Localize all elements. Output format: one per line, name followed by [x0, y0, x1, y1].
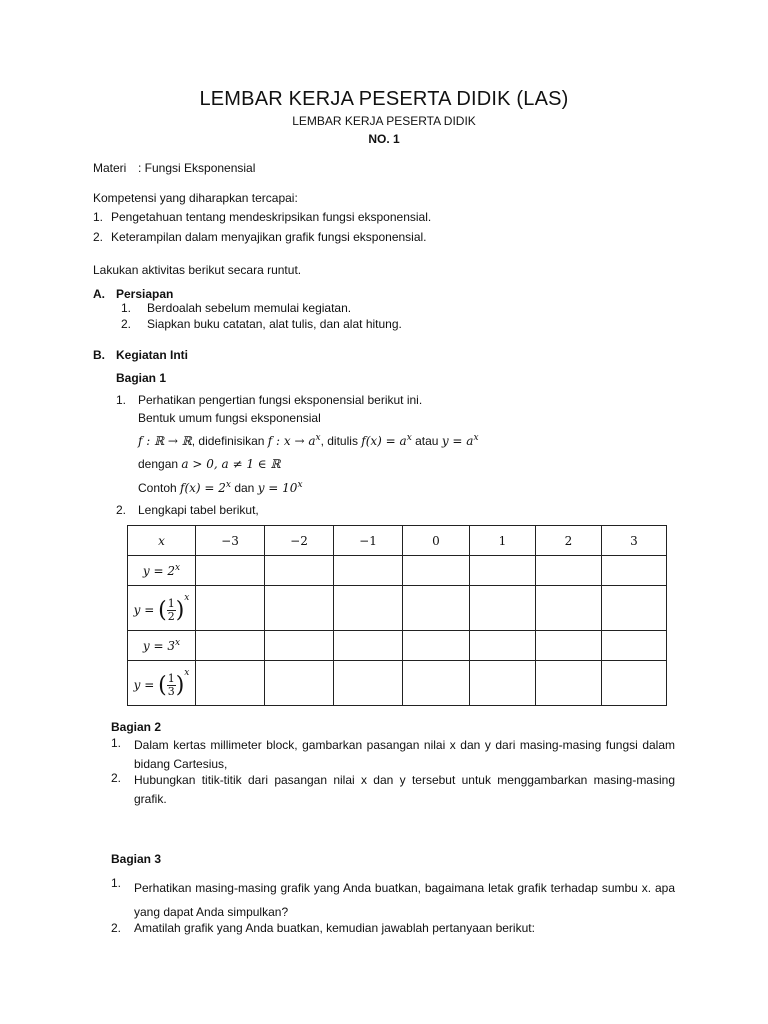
bagian1-item-text: Lengkapi tabel berikut,	[138, 503, 259, 517]
table-row	[128, 631, 667, 661]
example-line	[138, 480, 303, 495]
table-row	[128, 556, 667, 586]
kompetensi-item: Pengetahuan tentang mendeskripsikan fungsi eksponensial.	[111, 210, 432, 224]
math-mapping: f : $x \to a^x$	[267, 433, 321, 448]
table-cell-empty[interactable]	[265, 661, 334, 706]
table-cell-empty[interactable]	[470, 661, 536, 706]
example-label: Contoh	[138, 481, 181, 495]
table-cell-empty[interactable]	[265, 556, 334, 586]
bagian3-item-num: 1.	[111, 876, 122, 890]
page-title: LEMBAR KERJA PESERTA DIDIK (LAS)	[199, 88, 569, 110]
table-header-cell: 0	[403, 526, 470, 556]
row-function-label: y = ( $\frac{1}{2}$ )$^x$	[128, 586, 196, 631]
row-function-label: $y = 3^x$	[128, 631, 196, 661]
bagian1-item-num: 1.	[116, 393, 127, 407]
bagian3-item: Perhatikan masing-masing grafik yang Anda buatkan, bagaimana letak grafik terhadap sumbu x. apa yang dapat Anda simpulkan?	[134, 881, 675, 919]
kompetensi-item-num: 1.	[93, 210, 104, 224]
table-cell-empty[interactable]	[602, 556, 667, 586]
definition-line	[138, 433, 479, 448]
bagian1-item-num: 2.	[116, 503, 127, 517]
math-y: $y = a^x$	[441, 433, 479, 448]
condition-line	[138, 457, 280, 471]
table-cell-empty[interactable]	[265, 586, 334, 631]
table-cell-empty[interactable]	[403, 631, 470, 661]
section-b-title: Kegiatan Inti	[116, 348, 189, 362]
table-cell-empty[interactable]	[403, 661, 470, 706]
section-a-letter: A.	[93, 287, 105, 301]
math-example-y: $y = 10^x$	[257, 480, 303, 495]
table-cell-empty[interactable]	[196, 631, 265, 661]
table-cell-empty[interactable]	[470, 556, 536, 586]
table-header-cell: x	[128, 526, 196, 556]
materi-value: : Fungsi Eksponensial	[138, 161, 256, 175]
bagian1-item-text: Perhatikan pengertian fungsi eksponensial berikut ini.	[138, 393, 423, 407]
table-cell-empty[interactable]	[196, 661, 265, 706]
table-cell-empty[interactable]	[403, 586, 470, 631]
materi-label: Materi	[93, 161, 127, 175]
table-header-cell: 2	[536, 526, 602, 556]
bagian2-item-num: 2.	[111, 771, 122, 785]
table-cell-empty[interactable]	[602, 586, 667, 631]
row-function-label: y = ( $\frac{1}{3}$ )$^x$	[128, 661, 196, 706]
table-cell-empty[interactable]	[470, 586, 536, 631]
row-function-label: $y = 2^x$	[128, 556, 196, 586]
definition-connector: , ditulis	[320, 434, 362, 448]
example-connector: dan	[231, 481, 258, 495]
table-header-cell: −3	[196, 526, 265, 556]
table-cell-empty[interactable]	[470, 631, 536, 661]
table-cell-empty[interactable]	[196, 556, 265, 586]
kompetensi-item-num: 2.	[93, 230, 104, 244]
table-cell-empty[interactable]	[536, 556, 602, 586]
table-cell-empty[interactable]	[536, 586, 602, 631]
instruction-text: Lakukan aktivitas berikut secara runtut.	[93, 263, 302, 277]
kompetensi-heading: Kompetensi yang diharapkan tercapai:	[93, 191, 298, 205]
table-cell-empty[interactable]	[602, 661, 667, 706]
bagian3-item: Amatilah grafik yang Anda buatkan, kemudian jawablah pertanyaan berikut:	[134, 921, 535, 935]
table-row	[128, 586, 667, 631]
section-a-item-num: 1.	[121, 301, 132, 315]
math-example-f: $f(x) = 2^x$	[180, 480, 231, 495]
table-header-cell: −2	[265, 526, 334, 556]
table-header-row	[128, 526, 667, 556]
table-row	[128, 661, 667, 706]
table-header-cell: 1	[470, 526, 536, 556]
table-cell-empty[interactable]	[334, 661, 403, 706]
bagian2-item: Hubungkan titik-titik dari pasangan nilai x dan y tersebut untuk menggambarkan masing-masing grafik.	[134, 773, 675, 806]
definition-connector: atau	[411, 434, 442, 448]
table-cell-empty[interactable]	[334, 586, 403, 631]
condition-label: dengan	[138, 457, 182, 471]
bagian2-item-num: 1.	[111, 736, 122, 750]
math-fx: $f(x) = a^x$	[361, 433, 412, 448]
bentuk-umum-text: Bentuk umum fungsi eksponensial	[138, 411, 321, 425]
section-a-item: Siapkan buku catatan, alat tulis, dan alat hitung.	[147, 317, 402, 331]
table-cell-empty[interactable]	[265, 631, 334, 661]
table-cell-empty[interactable]	[536, 661, 602, 706]
bagian3-item-num: 2.	[111, 921, 122, 935]
kompetensi-item: Keterampilan dalam menyajikan grafik fungsi eksponensial.	[111, 230, 427, 244]
bagian2-title: Bagian 2	[111, 720, 162, 734]
table-cell-empty[interactable]	[196, 586, 265, 631]
table-cell-empty[interactable]	[602, 631, 667, 661]
bagian2-item: Dalam kertas millimeter block, gambarkan pasangan nilai x dan y dari masing-masing fungsi dalam bidang Cartesius,	[134, 738, 675, 771]
table-header-cell: 3	[602, 526, 667, 556]
section-a-item: Berdoalah sebelum memulai kegiatan.	[147, 301, 352, 315]
page-subtitle: LEMBAR KERJA PESERTA DIDIK	[292, 114, 476, 128]
definition-connector: , didefinisikan	[191, 434, 268, 448]
table-cell-empty[interactable]	[334, 631, 403, 661]
section-a-item-num: 2.	[121, 317, 132, 331]
value-table	[127, 525, 667, 706]
table-cell-empty[interactable]	[403, 556, 470, 586]
table-cell-empty[interactable]	[536, 631, 602, 661]
math-domain: f : ℝ → ℝ	[138, 434, 192, 448]
section-b-letter: B.	[93, 348, 105, 362]
bagian1-title: Bagian 1	[116, 371, 167, 385]
bagian3-title: Bagian 3	[111, 852, 162, 866]
table-cell-empty[interactable]	[334, 556, 403, 586]
math-condition: a > 0, a ≠ 1 ∈ ℝ	[181, 457, 281, 471]
worksheet-number: NO. 1	[368, 132, 400, 146]
table-header-cell: −1	[334, 526, 403, 556]
section-a-title: Persiapan	[116, 287, 174, 301]
